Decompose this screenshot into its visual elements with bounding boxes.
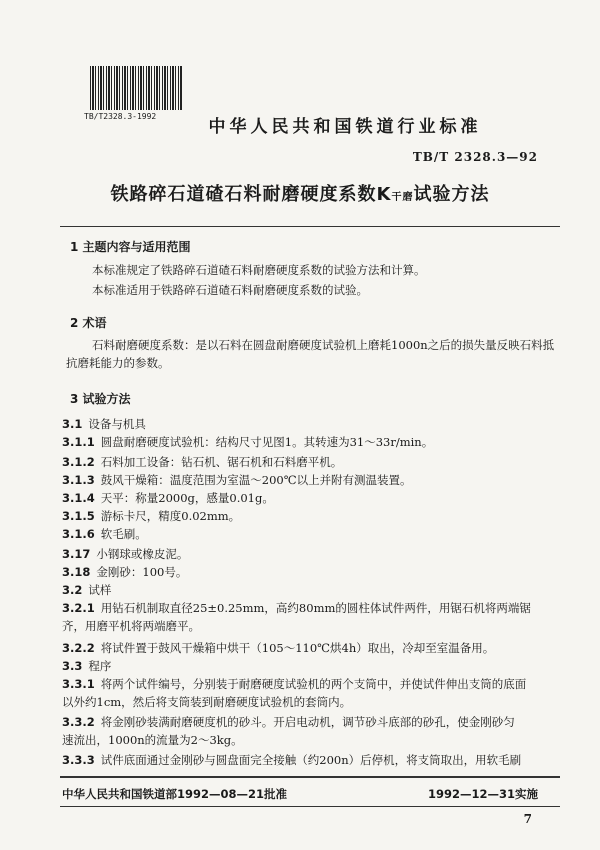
- clause-number: 3.1.5: [62, 509, 95, 523]
- clause-text: 将试件置于鼓风干燥箱中烘干（105～110℃烘4h）取出，冷却至室温备用。: [100, 641, 495, 655]
- list-item: [62, 526, 147, 542]
- list-item: [62, 582, 111, 598]
- clause-text: 石料加工设备：钻石机、锯石机和石料磨平机。: [100, 455, 343, 469]
- clause-number: 3.1.1: [62, 435, 95, 449]
- clause-number: 3.3.2: [62, 715, 95, 729]
- clause-number: 3.17: [62, 547, 91, 561]
- list-item: [62, 454, 342, 470]
- clause-text: 软毛刷。: [100, 527, 147, 541]
- list-item: [62, 564, 187, 580]
- list-item: [62, 434, 433, 450]
- list-item: [62, 490, 274, 506]
- clause-3-2-1-cont: 齐，用磨平机将两端磨平。: [62, 619, 200, 633]
- clause-text: 程序: [88, 659, 112, 673]
- title-main: 铁路碎石道碴石料耐磨硬度系数K: [110, 184, 392, 205]
- section-2-heading: 2 术语: [70, 316, 107, 330]
- clause-3-3: [62, 658, 111, 674]
- clause-text: 天平：称量2000g，感量0.01g。: [100, 491, 274, 505]
- top-divider: [60, 226, 560, 227]
- approval-date: 中华人民共和国铁道部1992—08—21批准: [62, 787, 288, 801]
- clause-text: 用钻石机制取直径25±0.25mm，高约80mm的圆柱体试件两件，用锯石机将两端锯: [100, 601, 531, 615]
- clause-3-3-2-cont: 速流出，1000n的流量为2～3kg。: [62, 733, 243, 747]
- list-item: [62, 472, 412, 488]
- section-3-heading: 3 试验方法: [70, 392, 131, 406]
- clause-text: 将两个试件编号，分别装于耐磨硬度试验机的两个支筒中，并使试件伸出支筒的底面: [100, 677, 527, 691]
- section-1-para-1: 本标准规定了铁路碎石道碴石料耐磨硬度系数的试验方法和计算。: [92, 263, 426, 277]
- footer-bottom-divider: [60, 806, 560, 807]
- page-number: 7: [523, 812, 532, 826]
- section-1-heading: 1 主题内容与适用范围: [70, 240, 191, 254]
- clause-text: 试样: [88, 583, 112, 597]
- list-item: [62, 546, 188, 562]
- document-title: [0, 180, 600, 206]
- clause-number: 3.1.4: [62, 491, 95, 505]
- clause-3-3-2: [62, 714, 515, 730]
- clause-text: 金刚砂：100号。: [96, 565, 188, 579]
- clause-number: 3.2.2: [62, 641, 95, 655]
- clause-3-2-2: [62, 640, 494, 656]
- title-subscript: 干磨: [391, 192, 414, 203]
- clause-number: 3.1.6: [62, 527, 95, 541]
- barcode-label: TB/T2328.3-1992: [84, 112, 157, 121]
- section-2-para-1: 石料耐磨硬度系数：是以石料在圆盘耐磨硬度试验机上磨耗1000n之后的损失量反映石料抵抗磨耗能力的参数。: [66, 338, 555, 370]
- section-1-para-2: 本标准适用于铁路碎石道碴石料耐磨硬度系数的试验。: [92, 283, 368, 297]
- clause-number: 3.2: [62, 583, 83, 597]
- clause-3-2-1: [62, 600, 531, 616]
- clause-3-3-3: [62, 752, 521, 768]
- clause-text: 鼓风干燥箱：温度范围为室温～200℃以上并附有测温装置。: [100, 473, 412, 487]
- barcode-image: [90, 66, 182, 110]
- list-item: [62, 416, 146, 432]
- clause-number: 3.3.3: [62, 753, 95, 767]
- list-item: [62, 508, 240, 524]
- standard-number: TB/T 2328.3—92: [412, 150, 538, 164]
- clause-number: 3.3.1: [62, 677, 95, 691]
- effective-date: 1992—12—31实施: [427, 787, 538, 801]
- clause-text: 圆盘耐磨硬度试验机：结构尺寸见图1。其转速为31～33r/min。: [100, 435, 434, 449]
- clause-number: 3.1.2: [62, 455, 95, 469]
- clause-number: 3.3: [62, 659, 83, 673]
- org-title: 中华人民共和国铁道行业标准: [208, 117, 482, 137]
- clause-number: 3.18: [62, 565, 91, 579]
- clause-text: 设备与机具: [88, 417, 146, 431]
- clause-number: 3.1: [62, 417, 83, 431]
- title-tail: 试验方法: [413, 184, 490, 205]
- footer-divider: [60, 776, 560, 778]
- clause-3-3-1: [62, 676, 526, 692]
- clause-text: 将金刚砂装满耐磨硬度机的砂斗。开启电动机，调节砂斗底部的砂孔，使金刚砂匀: [100, 715, 515, 729]
- clause-number: 3.2.1: [62, 601, 95, 615]
- clause-text: 试件底面通过金刚砂与圆盘面完全接触（约200n）后停机，将支筒取出，用软毛刷: [100, 753, 522, 767]
- clause-number: 3.1.3: [62, 473, 95, 487]
- clause-3-3-1-cont: 以外约1cm，然后将支筒装到耐磨硬度试验机的套筒内。: [62, 695, 352, 709]
- clause-text: 小钢球或橡皮泥。: [96, 547, 189, 561]
- clause-text: 游标卡尺，精度0.02mm。: [100, 509, 241, 523]
